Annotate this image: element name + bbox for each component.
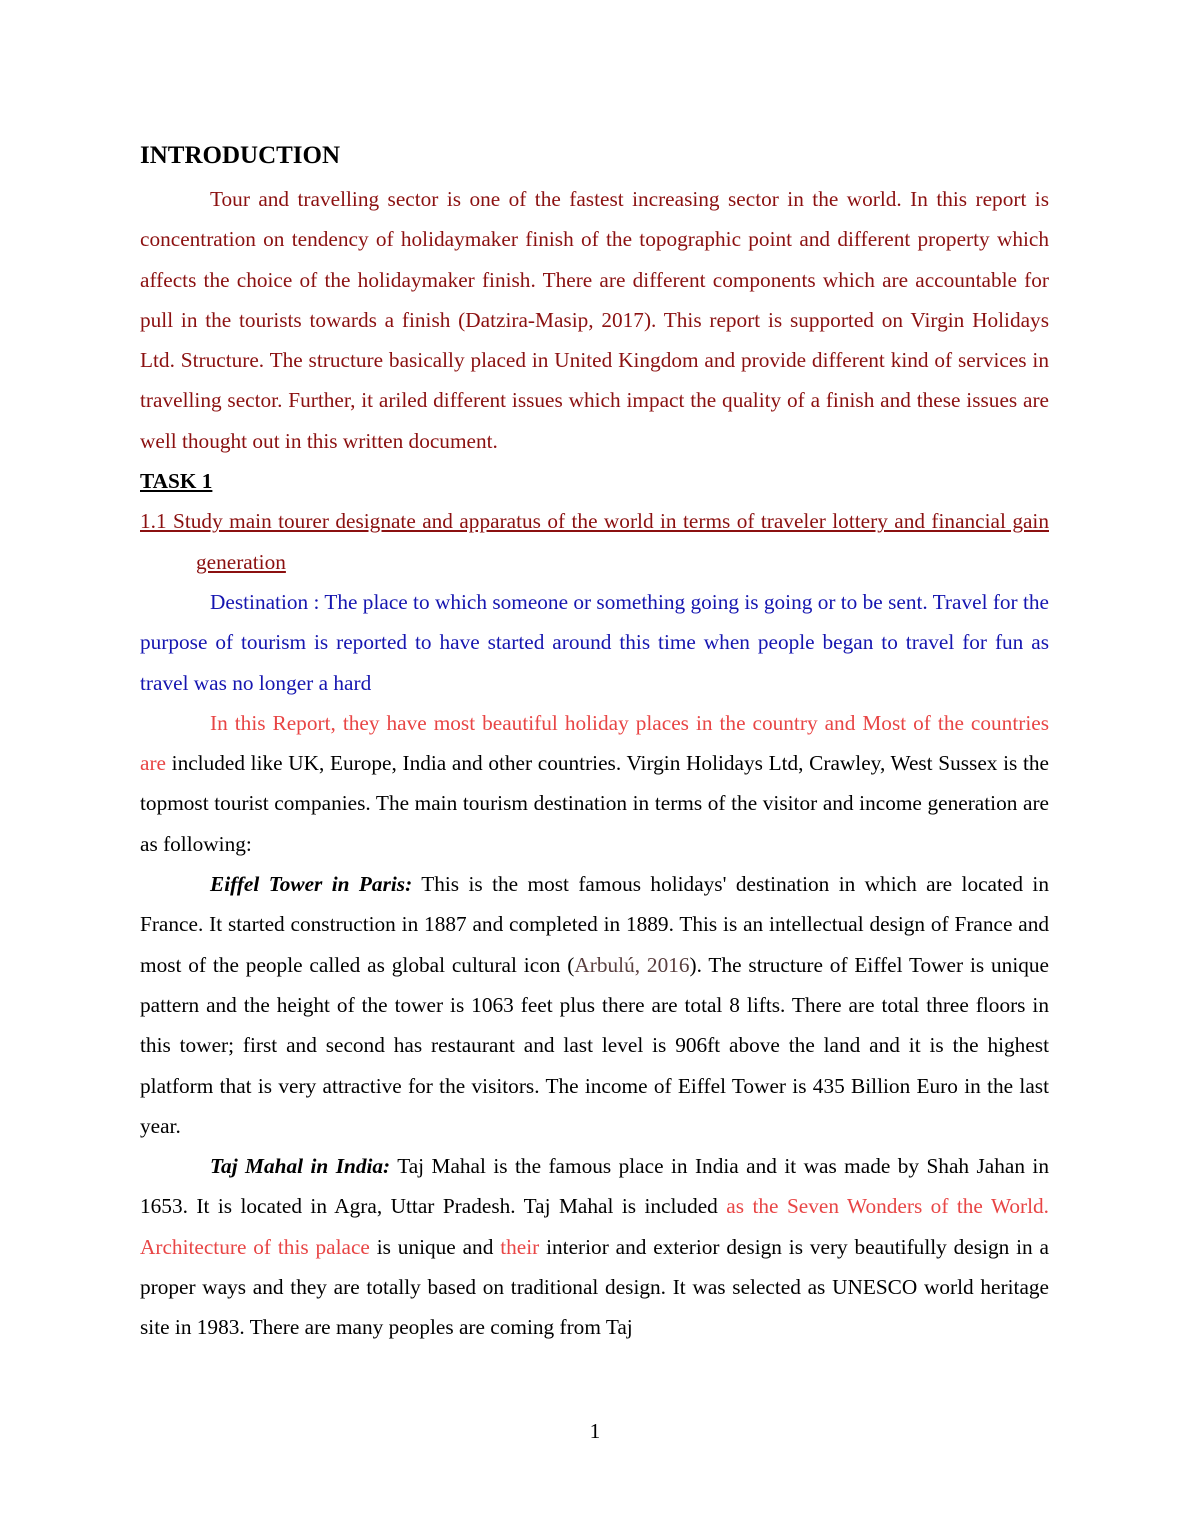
taj-paragraph [140,1146,1049,1347]
taj-text-2: is unique and [369,1234,501,1259]
report-highlight-text: In this Report, they have most beautiful holiday places in the country and Most of the countries are [140,710,1049,776]
eiffel-citation: Arbulú, 2016 [574,952,690,977]
destination-paragraph: Destination : The place to which someone or something going is going or to be sent. Travel for the purpose of tourism is reported to have started around this time when people began to travel for fun as travel was no longer a hard [140,589,1049,695]
report-paragraph [140,703,1049,864]
taj-highlight-1: as the Seven Wonders of the World. Architecture of this palace [140,1194,1049,1259]
taj-text-3: interior and exterior design is very beautifully design in a proper ways and they are totally based on traditional design. It was selected as UNESCO world heritage site in 1983. There are many peoples are coming from Taj [140,1234,1049,1340]
eiffel-label: Eiffel Tower in Paris: [210,872,413,897]
eiffel-paragraph [140,864,1049,1146]
task-subheading: 1.1 Study main tourer designate and apparatus of the world in terms of traveler lottery and financial gain generation [140,509,1049,574]
taj-label: Taj Mahal in India: [210,1154,391,1179]
task-1-label: TASK 1 [140,469,213,494]
report-body-text: included like UK, Europe, India and other countries. Virgin Holidays Ltd, Crawley, West Sussex is the topmost tourist companies. The main tourism destination in terms of the visitor and income generation are as following: [140,751,1049,856]
taj-text-1: Taj Mahal is the famous place in India and it was made by Shah Jahan in 1653. It is located in Agra, Uttar Pradesh. Taj Mahal is included [140,1154,1049,1219]
document-page [140,138,1049,1348]
eiffel-text-2: ). The structure of Eiffel Tower is unique pattern and the height of the tower is 1063 feet plus there are total 8 lifts. There are total three floors in this tower; first and second has restaurant and last level is 906ft above the land and it is the highest platform that is very attractive for the visitors. The income of Eiffel Tower is 435 Billion Euro in the last year. [140,952,1049,1138]
introduction-heading: INTRODUCTION [140,142,341,169]
page-number: 1 [589,1419,601,1443]
intro-paragraph: Tour and travelling sector is one of the fastest increasing sector in the world. In this report is concentration on tendency of holidaymaker finish of the topographic point and different property which affects the choice of the holidaymaker finish. There are different components which are accountable for pull in the tourists towards a finish (Datzira-Masip, 2017). This report is supported on Virgin Holidays Ltd. Structure. The structure basically placed in United Kingdom and provide different kind of services in travelling sector. Further, it ariled different issues which impact the quality of a finish and these issues are well thought out in this written document. [140,187,1049,453]
eiffel-text-1: This is the most famous holidays' destination in which are located in France. It started construction in 1887 and completed in 1889. This is an intellectual design of France and most of the people called as global cultural icon ( [140,872,1049,977]
taj-highlight-2: their [500,1234,540,1259]
